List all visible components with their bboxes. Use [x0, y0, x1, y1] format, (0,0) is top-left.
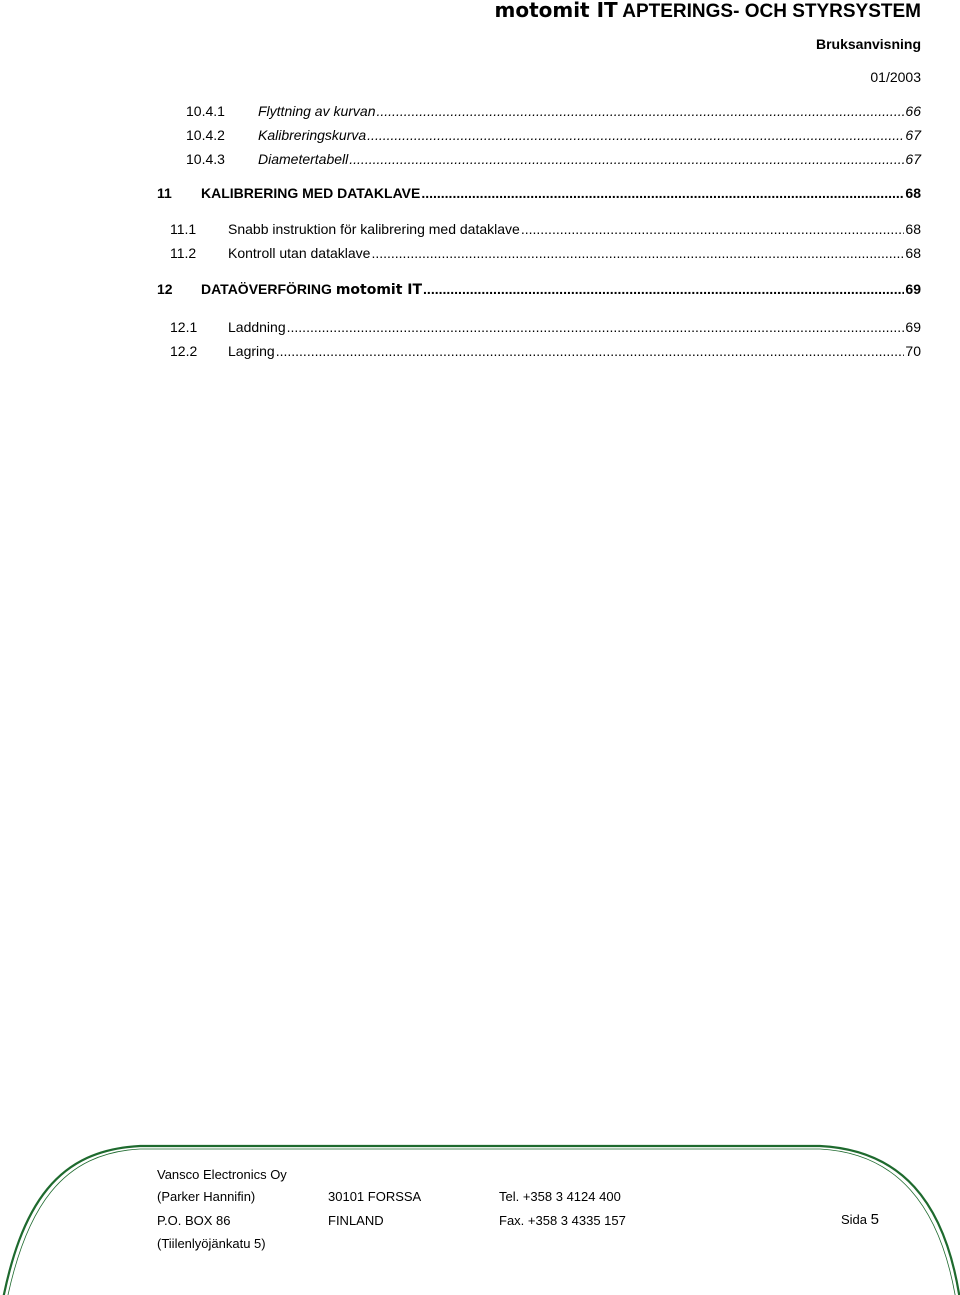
- toc-leader: [377, 103, 905, 119]
- document-subtitle: Bruksanvisning: [815, 36, 921, 52]
- toc-leader: [423, 281, 904, 297]
- page-label: Sida: [841, 1212, 868, 1227]
- toc-title: KALIBRERING MED DATAKLAVE: [201, 185, 421, 201]
- toc-title: Kalibreringskurva: [258, 127, 367, 143]
- toc-page: 68: [905, 221, 921, 237]
- toc-page: 66: [905, 103, 921, 119]
- toc-leader: [367, 127, 904, 143]
- toc-number: 10.4.3: [186, 151, 225, 167]
- toc-number: 11.1: [170, 221, 197, 237]
- toc-page: 67: [905, 127, 921, 143]
- footer-country: FINLAND: [328, 1213, 384, 1228]
- toc-entry[interactable]: [186, 151, 921, 167]
- document-date: 01/2003: [870, 69, 921, 85]
- toc-entry[interactable]: [186, 127, 921, 143]
- toc-leader: [421, 185, 904, 201]
- toc-number: 12.2: [170, 343, 198, 359]
- brand-name: motomit IT: [494, 0, 618, 22]
- header-title-text: APTERINGS- OCH STYRSYSTEM: [622, 1, 921, 22]
- toc-title: Flyttning av kurvan: [258, 103, 376, 119]
- toc-entry[interactable]: [170, 343, 921, 359]
- footer-postal-city: 30101 FORSSA: [328, 1189, 422, 1204]
- toc-number: 11.2: [170, 245, 197, 261]
- page-number-value: 5: [870, 1211, 879, 1228]
- toc-number: 10.4.2: [186, 127, 225, 143]
- toc-page: 68: [905, 245, 921, 261]
- toc-number: 12: [157, 281, 173, 297]
- toc-number: 11: [157, 185, 172, 201]
- footer-fax: Fax. +358 3 4335 157: [499, 1213, 626, 1228]
- toc-page: 68: [905, 185, 921, 201]
- toc-title: DATAÖVERFÖRING motomit IT: [201, 281, 423, 298]
- toc-leader: [521, 221, 905, 237]
- footer-company: Vansco Electronics Oy: [157, 1167, 287, 1182]
- footer-phone: Tel. +358 3 4124 400: [499, 1189, 621, 1204]
- toc-entry[interactable]: [157, 185, 921, 201]
- toc-number: 10.4.1: [186, 103, 225, 119]
- toc-number: 12.1: [170, 319, 198, 335]
- toc-title: Diametertabell: [258, 151, 349, 167]
- toc-entry[interactable]: [170, 221, 921, 237]
- toc-page: 67: [905, 151, 921, 167]
- toc-leader: [371, 245, 904, 261]
- toc-title: Kontroll utan dataklave: [228, 245, 371, 261]
- toc-leader: [276, 343, 905, 359]
- toc-entry[interactable]: [170, 245, 921, 261]
- toc-entry[interactable]: [170, 319, 921, 335]
- footer-parent: (Parker Hannifin): [157, 1189, 256, 1204]
- footer-po-box: P.O. BOX 86: [157, 1213, 231, 1228]
- toc-title: Snabb instruktion för kalibrering med dataklave: [228, 221, 520, 237]
- document-header-title: [494, 0, 921, 23]
- brand-name: motomit IT: [335, 282, 423, 298]
- footer-street: (Tiilenlyöjänkatu 5): [157, 1236, 266, 1251]
- toc-page: 69: [905, 281, 921, 297]
- toc-leader: [287, 319, 905, 335]
- toc-leader: [349, 151, 904, 167]
- toc-entry[interactable]: [186, 103, 921, 119]
- toc-page: 70: [905, 343, 921, 359]
- toc-page: 69: [905, 319, 921, 335]
- page-number: [841, 1211, 879, 1228]
- footer-decoration: [0, 1140, 960, 1295]
- toc-title: Lagring: [228, 343, 275, 359]
- toc-title: Laddning: [228, 319, 286, 335]
- toc-entry[interactable]: [157, 281, 921, 298]
